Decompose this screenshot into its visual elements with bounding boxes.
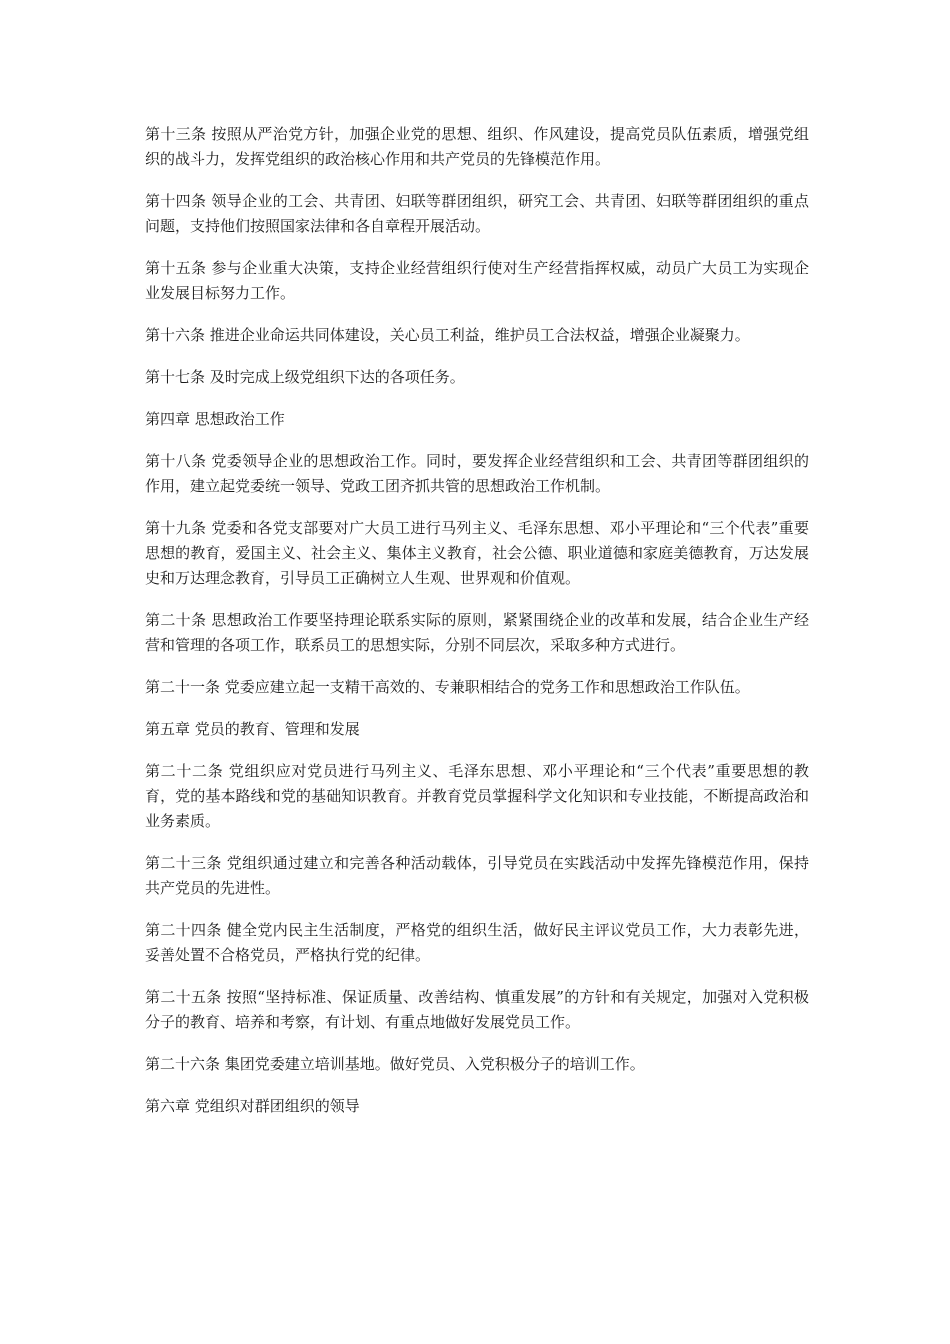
article-13: 第十三条 按照从严治党方针，加强企业党的思想、组织、作风建设，提高党员队伍素质，增强党组织的战斗力，发挥党组织的政治核心作用和共产党员的先锋模范作用。: [145, 125, 809, 168]
article-19: 第十九条 党委和各党支部要对广大员工进行马列主义、毛泽东思想、邓小平理论和“三个代表”重要思想的教育，爱国主义、社会主义、集体主义教育，社会公德、职业道德和家庭美德教育，万达发展史和万达理念教育，引导员工正确树立人生观、世界观和价值观。: [145, 519, 809, 587]
article-24: 第二十四条 健全党内民主生活制度，严格党的组织生活，做好民主评议党员工作，大力表彰先进，妥善处置不合格党员，严格执行党的纪律。: [145, 921, 809, 964]
article-23: 第二十三条 党组织通过建立和完善各种活动载体，引导党员在实践活动中发挥先锋模范作用，保持共产党员的先进性。: [145, 854, 809, 897]
article-14: 第十四条 领导企业的工会、共青团、妇联等群团组织，研究工会、共青团、妇联等群团组织的重点问题，支持他们按照国家法律和各自章程开展活动。: [145, 192, 809, 235]
article-17: 第十七条 及时完成上级党组织下达的各项任务。: [145, 368, 465, 386]
article-21: 第二十一条 党委应建立起一支精干高效的、专兼职相结合的党务工作和思想政治工作队伍。: [145, 678, 750, 696]
chapter-6-heading: 第六章 党组织对群团组织的领导: [145, 1097, 360, 1115]
article-15: 第十五条 参与企业重大决策，支持企业经营组织行使对生产经营指挥权威，动员广大员工为实现企业发展目标努力工作。: [145, 259, 809, 302]
article-26: 第二十六条 集团党委建立培训基地。做好党员、入党积极分子的培训工作。: [145, 1055, 645, 1073]
article-22: 第二十二条 党组织应对党员进行马列主义、毛泽东思想、邓小平理论和“三个代表”重要思想的教育，党的基本路线和党的基础知识教育。并教育党员掌握科学文化知识和专业技能，不断提高政治和业务素质。: [145, 762, 809, 830]
article-16: 第十六条 推进企业命运共同体建设，关心员工利益，维护员工合法权益，增强企业凝聚力。: [145, 326, 750, 344]
article-18: 第十八条 党委领导企业的思想政治工作。同时，要发挥企业经营组织和工会、共青团等群团组织的作用，建立起党委统一领导、党政工团齐抓共管的思想政治工作机制。: [145, 452, 809, 495]
article-25: 第二十五条 按照“坚持标准、保证质量、改善结构、慎重发展”的方针和有关规定，加强对入党积极分子的教育、培养和考察，有计划、有重点地做好发展党员工作。: [145, 988, 809, 1031]
chapter-5-heading: 第五章 党员的教育、管理和发展: [145, 720, 360, 738]
article-20: 第二十条 思想政治工作要坚持理论联系实际的原则，紧紧围绕企业的改革和发展，结合企业生产经营和管理的各项工作，联系员工的思想实际，分别不同层次，采取多种方式进行。: [145, 611, 809, 654]
chapter-4-heading: 第四章 思想政治工作: [145, 410, 285, 428]
document-body: [145, 122, 809, 1136]
